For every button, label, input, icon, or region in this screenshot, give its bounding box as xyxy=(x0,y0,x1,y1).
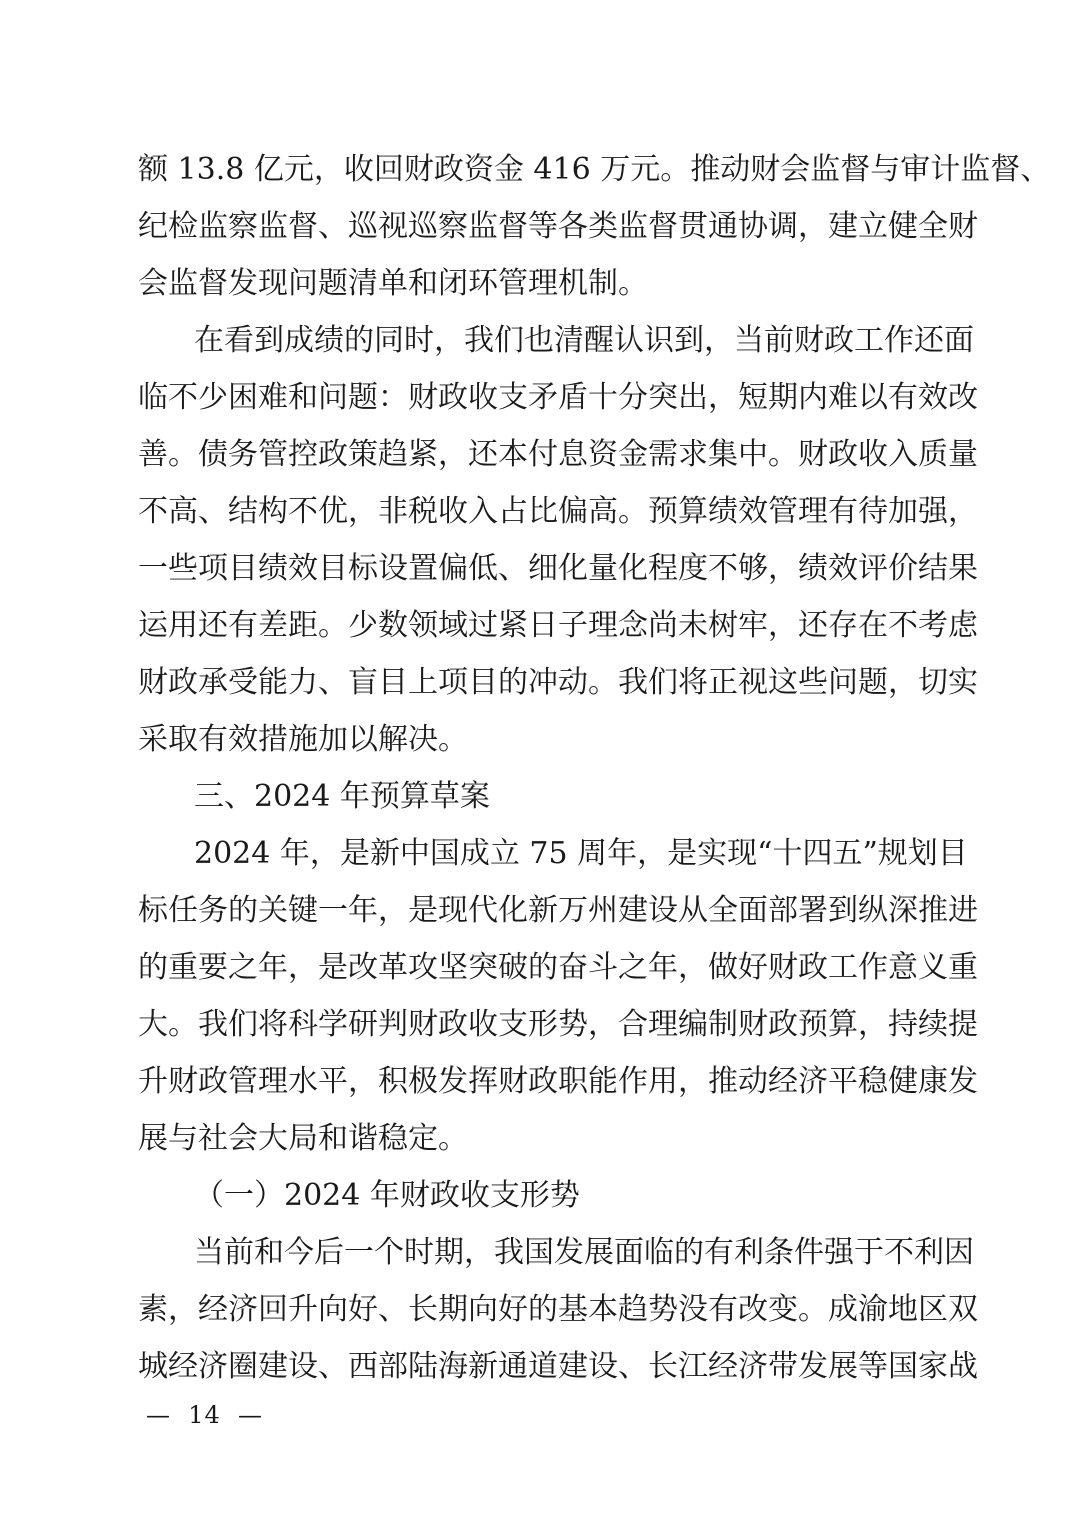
paragraph-line: 的重要之年，是改革攻坚突破的奋斗之年，做好财政工作意义重 xyxy=(138,950,978,985)
paragraph-line: 标任务的关键一年，是现代化新万州建设从全面部署到纵深推进 xyxy=(138,893,978,928)
paragraph-line: 一些项目绩效目标设置偏低、细化量化程度不够，绩效评价结果 xyxy=(138,551,978,586)
paragraph-line: 在看到成绩的同时，我们也清醒认识到，当前财政工作还面 xyxy=(194,323,974,358)
paragraph-line: 城经济圈建设、西部陆海新通道建设、长江经济带发展等国家战 xyxy=(138,1349,978,1384)
section-heading: 三、2024 年预算草案 xyxy=(194,779,490,814)
paragraph-line: 临不少困难和问题：财政收支矛盾十分突出，短期内难以有效改 xyxy=(138,380,978,415)
paragraph-line: 财政承受能力、盲目上项目的冲动。我们将正视这些问题，切实 xyxy=(138,665,978,700)
paragraph-line: 大。我们将科学研判财政收支形势，合理编制财政预算，持续提 xyxy=(138,1007,978,1042)
paragraph-line: 纪检监察监督、巡视巡察监督等各类监督贯通协调，建立健全财 xyxy=(138,209,978,244)
paragraph-line: 不高、结构不优，非税收入占比偏高。预算绩效管理有待加强， xyxy=(138,494,978,529)
paragraph-line: 2024 年，是新中国成立 75 周年，是实现“十四五”规划目 xyxy=(194,836,968,871)
paragraph-line: 当前和今后一个时期，我国发展面临的有利条件强于不利因 xyxy=(194,1235,974,1270)
page-number: — 14 — xyxy=(146,1401,264,1429)
paragraph-line: 额 13.8 亿元，收回财政资金 416 万元。推动财会监督与审计监督、 xyxy=(138,152,1051,187)
paragraph-line: 会监督发现问题清单和闭环管理机制。 xyxy=(138,266,648,301)
paragraph-line: 采取有效措施加以解决。 xyxy=(138,722,468,757)
paragraph-line: 善。债务管控政策趋紧，还本付息资金需求集中。财政收入质量 xyxy=(138,437,978,472)
paragraph-line: 升财政管理水平，积极发挥财政职能作用，推动经济平稳健康发 xyxy=(138,1064,978,1099)
paragraph-line: 展与社会大局和谐稳定。 xyxy=(138,1121,468,1156)
subsection-heading: （一）2024 年财政收支形势 xyxy=(194,1178,580,1213)
paragraph-line: 运用还有差距。少数领域过紧日子理念尚未树牢，还存在不考虑 xyxy=(138,608,978,643)
paragraph-line: 素，经济回升向好、长期向好的基本趋势没有改变。成渝地区双 xyxy=(138,1292,978,1327)
